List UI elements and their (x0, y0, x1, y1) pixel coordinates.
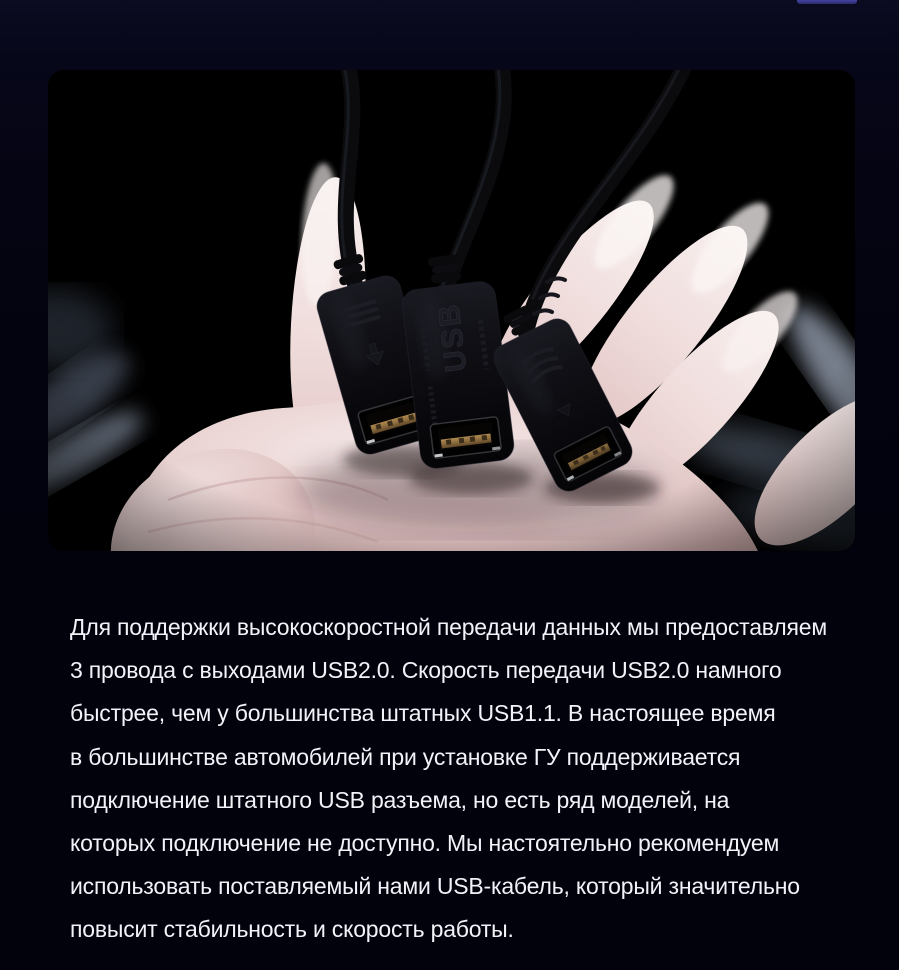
description-line: подключение штатного USB разъема, но есть ряд моделей, на (70, 786, 730, 813)
product-photo (48, 70, 855, 551)
description-line: повысит стабильность и скорость работы. (70, 916, 514, 943)
description-paragraph (70, 606, 840, 952)
description-line: Для поддержки высокоскоростной передачи данных мы предоставляем (70, 614, 827, 640)
hand-with-usb-connectors-illustration (48, 70, 855, 551)
vignette-overlay (48, 70, 855, 551)
description-line: в большинстве автомобилей при установке ГУ поддерживается (70, 743, 741, 770)
description-line: 3 провода с выходами USB2.0. Скорость передачи USB2.0 намного (70, 657, 782, 684)
description-line: которых подключение не доступно. Мы настоятельно рекомендуем (70, 830, 780, 857)
cropped-blue-element-fragment (797, 0, 857, 4)
description-line: использовать поставляемый нами USB-кабель, который значительно (70, 873, 800, 900)
description-line: быстрее, чем у большинства штатных USB1.1. В настоящее время (70, 700, 776, 727)
